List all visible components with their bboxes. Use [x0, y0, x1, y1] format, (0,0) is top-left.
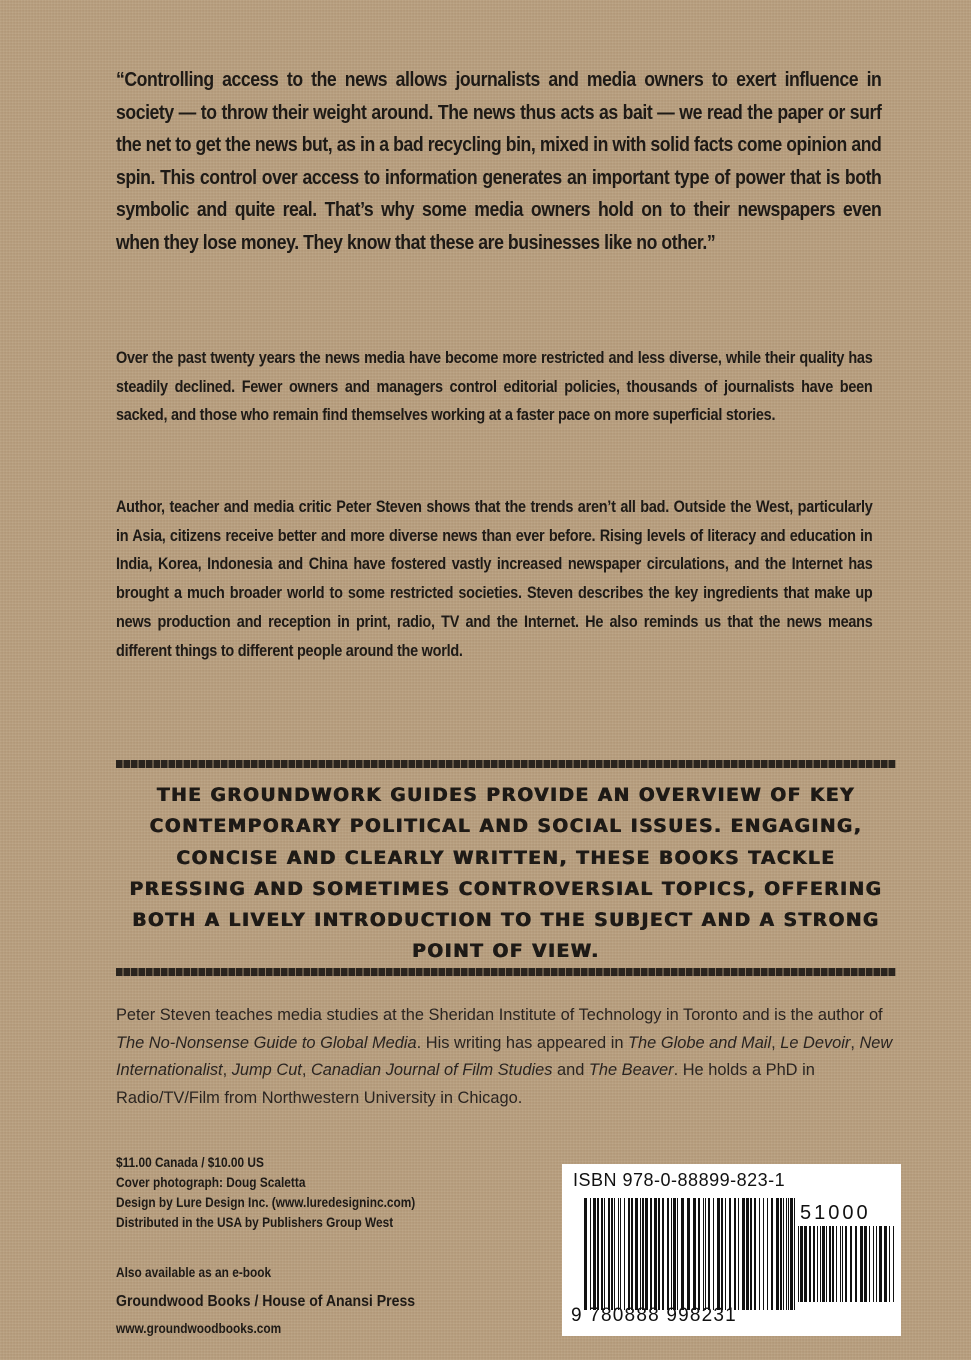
- barcode-bar: [640, 1198, 641, 1310]
- barcode-bar: [876, 1226, 877, 1302]
- barcode-bar: [759, 1198, 760, 1310]
- barcode-bar: [620, 1198, 621, 1310]
- barcode-bar: [817, 1226, 818, 1302]
- separator: ,: [301, 1061, 311, 1079]
- barcode-bar: [729, 1198, 731, 1310]
- distribution-credit: Distributed in the USA by Publishers Group West: [116, 1215, 394, 1230]
- barcode-bar: [813, 1226, 815, 1302]
- barcode-bar: [618, 1198, 619, 1310]
- barcode-bar: [798, 1226, 799, 1302]
- barcode-bar: [776, 1198, 779, 1310]
- separator: ,: [771, 1033, 781, 1052]
- barcode-bar: [788, 1198, 789, 1310]
- barcode-bar: [642, 1198, 644, 1310]
- barcode-bar: [658, 1198, 660, 1310]
- barcode-bar: [820, 1226, 821, 1302]
- barcode-bar: [794, 1198, 795, 1310]
- barcode-bar: [734, 1198, 736, 1310]
- barcode-bar: [604, 1198, 605, 1310]
- separator: and: [552, 1061, 589, 1079]
- barcode-bar: [790, 1198, 793, 1310]
- barcode-bar: [855, 1226, 857, 1302]
- barcode-bar: [869, 1226, 870, 1302]
- credits-block: [116, 1153, 486, 1233]
- barcode-bar: [767, 1198, 768, 1310]
- barcode-bar: [654, 1198, 657, 1310]
- bio-text-1: teaches media studies at the Sheridan Institute of Technology in Toronto and is the author of: [210, 1006, 883, 1024]
- pull-quote: “Controlling access to the news allows journalists and media owners to exert influence in society — to throw their weight around. The news thus acts as bait — we read the paper or surf the net to get the news but, as in a bad recycling bin, mixed in with solid facts come opinion and spin. This control over access to information generates an important type of power that is both symbolic and quite real. That’s why some media owners hold on to their newspapers even when they lose money. They know that these are businesses like no other.”: [116, 68, 882, 254]
- barcode-bar: [864, 1226, 867, 1302]
- barcode-bar: [645, 1198, 648, 1310]
- barcode-digits: 9 780888 998231: [571, 1305, 737, 1326]
- barcode-bar: [713, 1198, 714, 1310]
- barcode-bars: [584, 1198, 796, 1310]
- description-paragraph-2: Author, teacher and media critic Peter Steven shows that the trends aren’t all bad. Outside the West, particularly in Asia, citizens receive better and more diverse news than ever before. Rising levels of literacy and education in India, Korea, Indonesia and China have fostered vastly increased newspaper circulations, and the Internet has brought a much broader world to some restricted societies. Steven describes the key ingredients that make up news production and reception in print, radio, TV and the Internet. He also reminds us that the news means different things to different people around the world.: [116, 497, 873, 660]
- barcode-bar: [601, 1198, 603, 1310]
- barcode-bar: [879, 1226, 882, 1302]
- barcode-bar: [590, 1198, 591, 1310]
- barcode-bar: [725, 1198, 726, 1310]
- publication-canadian-journal: Canadian Journal of Film Studies: [310, 1061, 553, 1079]
- barcode-bar: [786, 1198, 787, 1310]
- publication-jump-cut: Jump Cut: [231, 1061, 302, 1079]
- publication-new-internationalist: New Internationalist: [116, 1033, 893, 1079]
- barcode-bar: [836, 1226, 837, 1302]
- series-blurb: THE GROUNDWORK GUIDES PROVIDE AN OVERVIEW OF KEY CONTEMPORARY POLITICAL AND SOCIAL ISSUES. ENGAGING, CONCISE AND CLEARLY WRITTEN, THESE BOOKS TACKLE PRESSING AND SOMETIMES CONTROVERSIAL TOPICS, OFFERING BOTH A LIVELY INTRODUCTION TO THE SUBJECT AND A STRONG POINT OF VIEW.: [129, 785, 883, 963]
- barcode-bar: [628, 1198, 630, 1310]
- barcode-bar: [717, 1198, 720, 1310]
- barcode-bar: [671, 1198, 672, 1310]
- barcode-bar: [873, 1226, 874, 1302]
- barcode-bar: [822, 1226, 825, 1302]
- barcode-bar: [624, 1198, 625, 1310]
- barcode-bar: [754, 1198, 756, 1310]
- separator: ,: [850, 1033, 860, 1052]
- barcode-bar: [593, 1198, 596, 1310]
- barcode-bar: [884, 1226, 887, 1302]
- publication-globe-and-mail: The Globe and Mail: [628, 1033, 772, 1052]
- author-name: Peter Steven: [116, 1006, 211, 1024]
- barcode-bar: [783, 1198, 784, 1310]
- author-bio: [116, 1002, 906, 1112]
- barcode-bar: [889, 1226, 890, 1302]
- isbn-barcode: [562, 1164, 901, 1336]
- barcode-bar: [650, 1198, 652, 1310]
- price-line: $11.00 Canada / $10.00 US: [116, 1155, 264, 1170]
- isbn-label: ISBN 978-0-88899-823-1: [573, 1170, 786, 1190]
- barcode-bar: [631, 1198, 633, 1310]
- barcode-bar: [893, 1226, 894, 1302]
- barcode-bar: [584, 1198, 587, 1310]
- barcode-bar: [746, 1198, 749, 1310]
- barcode-bar: [635, 1198, 638, 1310]
- barcode-bar: [845, 1226, 847, 1302]
- barcode-bar: [667, 1198, 669, 1310]
- barcode-bar: [742, 1198, 745, 1310]
- publisher-name: Groundwood Books / House of Anansi Press: [116, 1293, 416, 1310]
- barcode-bar: [608, 1198, 610, 1310]
- barcode-bar: [829, 1226, 831, 1302]
- barcode-bar: [687, 1198, 690, 1310]
- barcode-bar: [763, 1198, 764, 1310]
- barcode-bar: [662, 1198, 664, 1310]
- bio-text-3: . He holds a PhD in Radio/TV/Film from Northwestern University in Chicago.: [116, 1061, 815, 1107]
- barcode-bar: [597, 1198, 599, 1310]
- barcode-bar: [809, 1226, 811, 1302]
- barcode-bar: [703, 1198, 704, 1310]
- bio-text-2: . His writing has appeared in: [416, 1033, 629, 1052]
- divider-rule-bottom: [116, 968, 896, 976]
- barcode-bar: [780, 1198, 782, 1310]
- photo-credit: Cover photograph: Doug Scaletta: [116, 1175, 306, 1190]
- barcode-bar: [673, 1198, 676, 1310]
- barcode-bar: [681, 1198, 684, 1310]
- divider-rule-top: [116, 760, 896, 768]
- description-paragraph-1: Over the past twenty years the news media have become more restricted and less diverse, while their quality has steadily declined. Fewer owners and managers control editorial policies, thousands of journalists have been sacked, and those who remain find themselves working at a faster pace on more superficial stories.: [116, 348, 873, 425]
- barcode-bar: [721, 1198, 723, 1310]
- barcode-bar: [804, 1226, 807, 1302]
- barcode-bar: [826, 1226, 827, 1302]
- barcode-bar: [800, 1226, 803, 1302]
- barcode-bar: [708, 1198, 710, 1310]
- publication-the-beaver: The Beaver: [588, 1061, 674, 1079]
- separator: ,: [222, 1061, 232, 1079]
- price-code: 51000: [800, 1202, 871, 1224]
- ebook-note: Also available as an e-book: [116, 1265, 272, 1280]
- barcode-bar: [614, 1198, 615, 1310]
- design-credit: Design by Lure Design Inc. (www.luredesigninc.com): [116, 1195, 416, 1210]
- barcode-bar: [677, 1198, 678, 1310]
- publication-le-devoir: Le Devoir: [780, 1033, 851, 1052]
- publisher-website: www.groundwoodbooks.com: [116, 1321, 282, 1336]
- barcode-bar: [750, 1198, 752, 1310]
- barcode-bar: [840, 1226, 841, 1302]
- barcode-bar: [693, 1198, 696, 1310]
- barcode-bar: [860, 1226, 863, 1302]
- barcode-bar: [705, 1198, 706, 1310]
- addon-barcode-bars: [798, 1226, 894, 1302]
- book-title: The No-Nonsense Guide to Global Media: [116, 1033, 417, 1052]
- barcode-bar: [842, 1226, 843, 1302]
- barcode-bar: [850, 1226, 852, 1302]
- barcode-bar: [832, 1226, 834, 1302]
- barcode-bar: [611, 1198, 613, 1310]
- barcode-bar: [771, 1198, 773, 1310]
- barcode-bar: [698, 1198, 700, 1310]
- barcode-bar: [738, 1198, 739, 1310]
